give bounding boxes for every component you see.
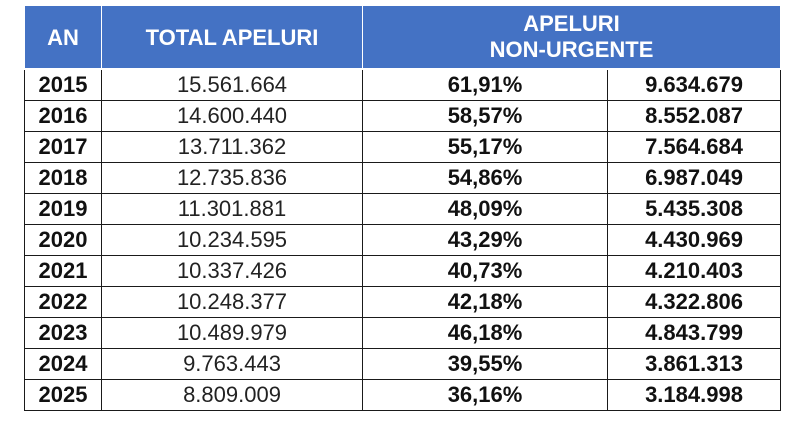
table-row xyxy=(25,69,781,101)
table-header xyxy=(25,6,781,70)
table-row xyxy=(25,225,781,256)
year-cell: 2020 xyxy=(25,225,102,256)
header-non-urgent-line2: NON-URGENTE xyxy=(489,37,654,62)
header-year: AN xyxy=(25,6,102,70)
year-cell: 2015 xyxy=(25,69,102,101)
non-urgent-percent-cell: 43,29% xyxy=(363,225,608,256)
header-non-urgent-line1: APELURI xyxy=(523,11,620,36)
total-calls-cell: 13.711.362 xyxy=(102,132,363,163)
non-urgent-count-cell: 4.210.403 xyxy=(608,256,781,287)
non-urgent-count-cell: 8.552.087 xyxy=(608,101,781,132)
total-calls-cell: 8.809.009 xyxy=(102,380,363,411)
year-cell: 2019 xyxy=(25,194,102,225)
non-urgent-percent-cell: 42,18% xyxy=(363,287,608,318)
non-urgent-count-cell: 5.435.308 xyxy=(608,194,781,225)
non-urgent-percent-cell: 55,17% xyxy=(363,132,608,163)
non-urgent-count-cell: 6.987.049 xyxy=(608,163,781,194)
table-row xyxy=(25,349,781,380)
table-row xyxy=(25,318,781,349)
table-row xyxy=(25,194,781,225)
year-cell: 2023 xyxy=(25,318,102,349)
non-urgent-percent-cell: 36,16% xyxy=(363,380,608,411)
year-cell: 2016 xyxy=(25,101,102,132)
table-row xyxy=(25,287,781,318)
table-row xyxy=(25,101,781,132)
year-cell: 2022 xyxy=(25,287,102,318)
year-cell: 2021 xyxy=(25,256,102,287)
table-body xyxy=(25,69,781,411)
non-urgent-percent-cell: 61,91% xyxy=(363,69,608,101)
non-urgent-count-cell: 3.184.998 xyxy=(608,380,781,411)
year-cell: 2024 xyxy=(25,349,102,380)
non-urgent-count-cell: 7.564.684 xyxy=(608,132,781,163)
total-calls-cell: 10.337.426 xyxy=(102,256,363,287)
non-urgent-percent-cell: 39,55% xyxy=(363,349,608,380)
year-cell: 2025 xyxy=(25,380,102,411)
total-calls-cell: 9.763.443 xyxy=(102,349,363,380)
header-non-urgent-calls xyxy=(363,6,781,70)
non-urgent-percent-cell: 58,57% xyxy=(363,101,608,132)
non-urgent-count-cell: 9.634.679 xyxy=(608,69,781,101)
total-calls-cell: 10.489.979 xyxy=(102,318,363,349)
non-urgent-count-cell: 4.322.806 xyxy=(608,287,781,318)
table-row xyxy=(25,380,781,411)
table-row xyxy=(25,163,781,194)
total-calls-cell: 14.600.440 xyxy=(102,101,363,132)
non-urgent-count-cell: 3.861.313 xyxy=(608,349,781,380)
non-urgent-percent-cell: 46,18% xyxy=(363,318,608,349)
table-row xyxy=(25,256,781,287)
year-cell: 2018 xyxy=(25,163,102,194)
total-calls-cell: 15.561.664 xyxy=(102,69,363,101)
non-urgent-percent-cell: 48,09% xyxy=(363,194,608,225)
non-urgent-percent-cell: 40,73% xyxy=(363,256,608,287)
header-total-calls: TOTAL APELURI xyxy=(102,6,363,70)
non-urgent-count-cell: 4.430.969 xyxy=(608,225,781,256)
calls-table xyxy=(24,5,781,411)
total-calls-cell: 10.248.377 xyxy=(102,287,363,318)
total-calls-cell: 11.301.881 xyxy=(102,194,363,225)
year-cell: 2017 xyxy=(25,132,102,163)
calls-table-container xyxy=(24,5,780,411)
non-urgent-percent-cell: 54,86% xyxy=(363,163,608,194)
total-calls-cell: 10.234.595 xyxy=(102,225,363,256)
header-row xyxy=(25,6,781,70)
total-calls-cell: 12.735.836 xyxy=(102,163,363,194)
table-row xyxy=(25,132,781,163)
non-urgent-count-cell: 4.843.799 xyxy=(608,318,781,349)
